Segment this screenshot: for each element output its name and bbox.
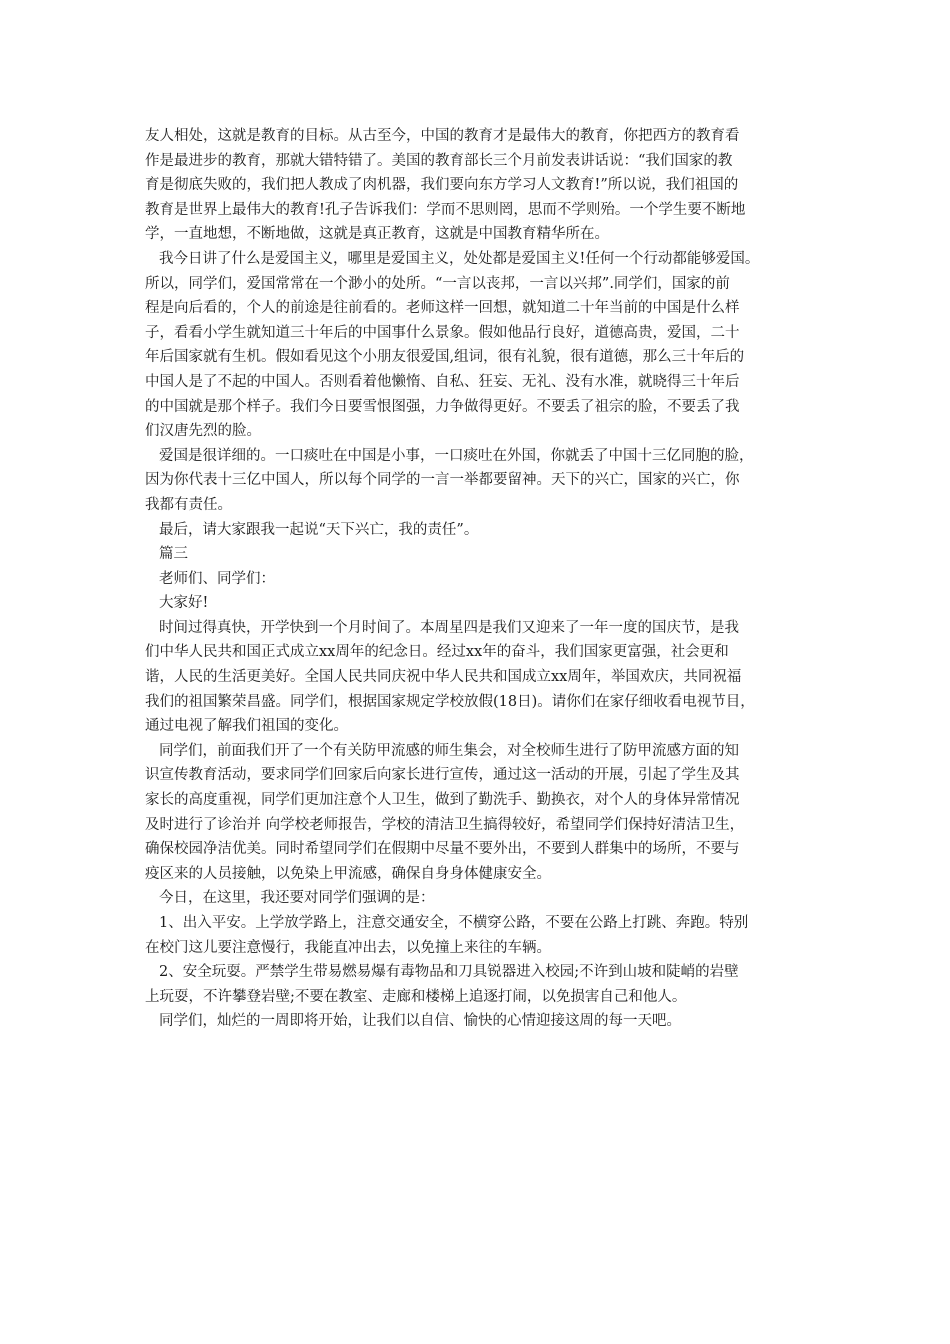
text-line: 在校门这儿要注意慢行，我能直冲出去，以免撞上来往的车辆。 xyxy=(145,939,551,956)
text-line: 最后，请大家跟我一起说“天下兴亡，我的责任”。 xyxy=(159,521,479,538)
text-line: 程是向后看的，个人的前途是往前看的。老师这样一回想，就知道二十年当前的中国是什么样 xyxy=(145,300,740,317)
text-line: 因为你代表十三亿中国人，所以每个同学的一言一举都要留神。天下的兴亡，国家的兴亡，你 xyxy=(145,472,740,489)
text-line: 及时进行了诊治并 向学校老师报告，学校的清洁卫生搞得较好，希望同学们保持好清洁卫生， xyxy=(145,816,745,833)
text-line: 们中华人民共和国正式成立xx周年的纪念日。经过xx年的奋斗，我们国家更富强，社会更和 xyxy=(145,644,729,661)
text-line: 谐，人民的生活更美好。全国人民共同庆祝中华人民共和国成立xx周年，举国欢庆，共同祝福 xyxy=(145,669,742,686)
text-line: 老师们、同学们： xyxy=(159,570,275,587)
text-line: 大家好! xyxy=(159,595,209,612)
text-line: 们汉唐先烈的脸。 xyxy=(145,423,261,440)
text-line: 年后国家就有生机。假如看见这个小朋友很爱国,组词，很有礼貌，很有道德，那么三十年后的 xyxy=(145,349,745,366)
text-line: 作是最进步的教育，那就大错特错了。美国的教育部长三个月前发表讲话说：“我们国家的教 xyxy=(145,152,733,169)
text-line: 1、出入平安。上学放学路上，注意交通安全，不横穿公路，不要在公路上打跳、奔跑。特别 xyxy=(159,915,749,931)
text-line: 我都有责任。 xyxy=(145,496,232,513)
text-line: 同学们，灿烂的一周即将开始，让我们以自信、愉快的心情迎接这周的每一天吧。 xyxy=(159,1013,681,1030)
text-line: 今日，在这里，我还要对同学们强调的是： xyxy=(159,890,435,907)
text-line: 通过电视了解我们祖国的变化。 xyxy=(145,718,348,735)
text-line: 2、安全玩耍。严禁学生带易燃易爆有毒物品和刀具锐器进入校园;不许到山坡和陡峭的岩壁 xyxy=(159,964,739,981)
text-line: 的中国就是那个样子。我们今日要雪恨图强，力争做得更好。不要丢了祖宗的脸，不要丢了我 xyxy=(145,398,740,415)
text-line: 识宣传教育活动，要求同学们回家后向家长进行宣传，通过这一活动的开展，引起了学生及其 xyxy=(145,767,740,784)
text-line: 确保校园净洁优美。同时希望同学们在假期中尽量不要外出，不要到人群集中的场所，不要与 xyxy=(145,841,740,858)
text-line: 爱国是很详细的。一口痰吐在中国是小事，一口痰吐在外国，你就丢了中国十三亿同胞的脸， xyxy=(159,447,754,464)
text-line: 同学们，前面我们开了一个有关防甲流感的师生集会，对全校师生进行了防甲流感方面的知 xyxy=(159,742,739,759)
text-line: 友人相处，这就是教育的目标。从古至今，中国的教育才是最伟大的教育，你把西方的教育看 xyxy=(145,128,740,144)
document-body xyxy=(145,124,817,1034)
text-line: 育是彻底失败的，我们把人教成了肉机器，我们要向东方学习人文教育!”所以说，我们祖国的 xyxy=(145,177,739,194)
text-line: 家长的高度重视，同学们更加注意个人卫生，做到了勤洗手、勤换衣，对个人的身体异常情况 xyxy=(145,792,740,809)
text-line: 我今日讲了什么是爱国主义，哪里是爱国主义，处处都是爱国主义!任何一个行动都能够爱国。 xyxy=(159,250,760,267)
text-line: 篇三 xyxy=(159,546,188,563)
text-line: 上玩耍，不许攀登岩壁;不要在教室、走廊和楼梯上追逐打闹，以免损害自己和他人。 xyxy=(145,988,687,1005)
text-line: 教育是世界上最伟大的教育!孔子告诉我们：学而不思则罔，思而不学则殆。一个学生要不断地 xyxy=(145,201,746,218)
text-line: 中国人是了不起的中国人。否则看着他懒惰、自私、狂妄、无礼、没有水准，就晓得三十年后 xyxy=(145,373,740,390)
text-line: 所以，同学们，爱国常常在一个渺小的处所。“一言以丧邦，一言以兴邦”.同学们，国家的前 xyxy=(145,275,730,292)
text-line: 我们的祖国繁荣昌盛。同学们，根据国家规定学校放假(18日)。请你们在家仔细收看电视节目， xyxy=(145,693,755,710)
text-line: 子，看看小学生就知道三十年后的中国事什么景象。假如他品行良好，道德高贵，爱国，二十 xyxy=(145,324,740,341)
text-line: 疫区来的人员接触，以免染上甲流感，确保自身身体健康安全。 xyxy=(145,865,551,882)
text-line: 时间过得真快，开学快到一个月时间了。本周星四是我们又迎来了一年一度的国庆节，是我 xyxy=(159,619,739,636)
text-line: 学，一直地想，不断地做，这就是真正教育，这就是中国教育精华所在。 xyxy=(145,226,609,243)
